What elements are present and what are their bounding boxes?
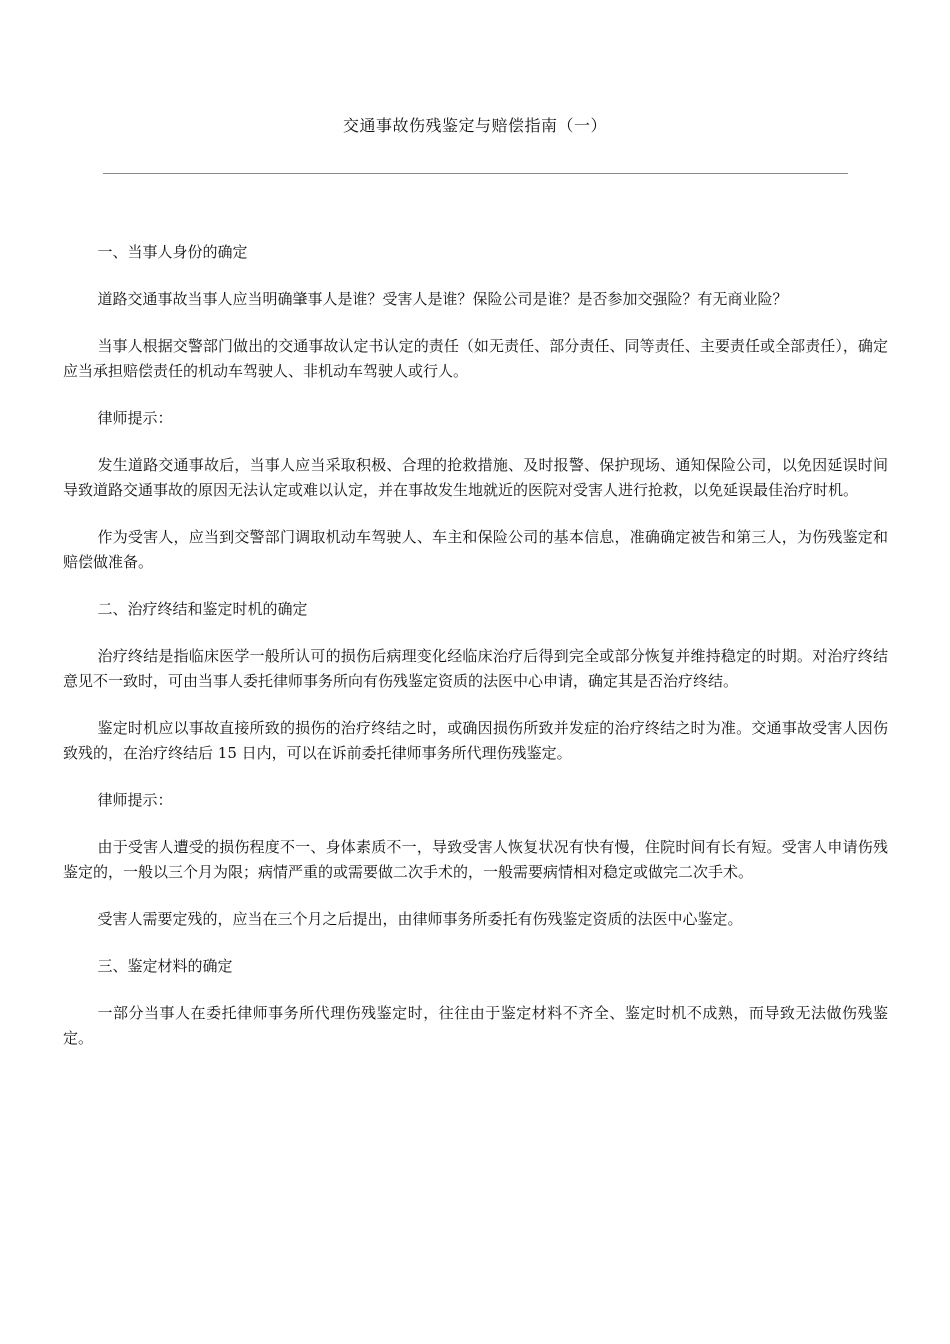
section-heading-1: 一、当事人身份的确定 [97,243,248,261]
lawyer-tip-label: 律师提示： [97,409,173,427]
paragraph: 鉴定时机应以事故直接所致的损伤的治疗终结之时，或确因损伤所致并发症的治疗终结之时为准。交通事故受害人因伤致残的，在治疗终结后 15 日内，可以在诉前委托律师事务所代理伤残鉴定。 [63,719,888,762]
paragraph: 道路交通事故当事人应当明确肇事人是谁？受害人是谁？保险公司是谁？是否参加交强险？有无商业险？ [97,290,788,308]
document-body [63,240,888,1073]
title-divider [103,173,848,174]
paragraph: 发生道路交通事故后，当事人应当采取积极、合理的抢救措施、及时报警、保护现场、通知保险公司，以免因延误时间导致道路交通事故的原因无法认定或难以认定，并在事故发生地就近的医院对受害人进行抢救，以免延误最佳治疗时机。 [63,456,888,499]
section-heading-3: 三、鉴定材料的确定 [97,957,233,975]
paragraph: 治疗终结是指临床医学一般所认可的损伤后病理变化经临床治疗后得到完全或部分恢复并维持稳定的时期。对治疗终结意见不一致时，可由当事人委托律师事务所向有伤残鉴定资质的法医中心申请，确定其是否治疗终结。 [63,647,888,690]
paragraph: 受害人需要定残的，应当在三个月之后提出，由律师事务所委托有伤残鉴定资质的法医中心鉴定。 [97,910,743,928]
paragraph: 作为受害人，应当到交警部门调取机动车驾驶人、车主和保险公司的基本信息，准确确定被告和第三人，为伤残鉴定和赔偿做准备。 [63,528,888,571]
document-title: 交通事故伤残鉴定与赔偿指南（一） [342,116,607,135]
paragraph: 由于受害人遭受的损伤程度不一、身体素质不一，导致受害人恢复状况有快有慢，住院时间有长有短。受害人申请伤残鉴定的，一般以三个月为限；病情严重的或需要做二次手术的，一般需要病情相对稳定或做完二次手术。 [63,838,888,881]
paragraph: 当事人根据交警部门做出的交通事故认定书认定的责任（如无责任、部分责任、同等责任、主要责任或全部责任），确定应当承担赔偿责任的机动车驾驶人、非机动车驾驶人或行人。 [63,337,888,380]
lawyer-tip-label: 律师提示： [97,791,173,809]
section-heading-2: 二、治疗终结和鉴定时机的确定 [97,600,308,618]
paragraph: 一部分当事人在委托律师事务所代理伤残鉴定时，往往由于鉴定材料不齐全、鉴定时机不成熟，而导致无法做伤残鉴定。 [63,1004,888,1047]
